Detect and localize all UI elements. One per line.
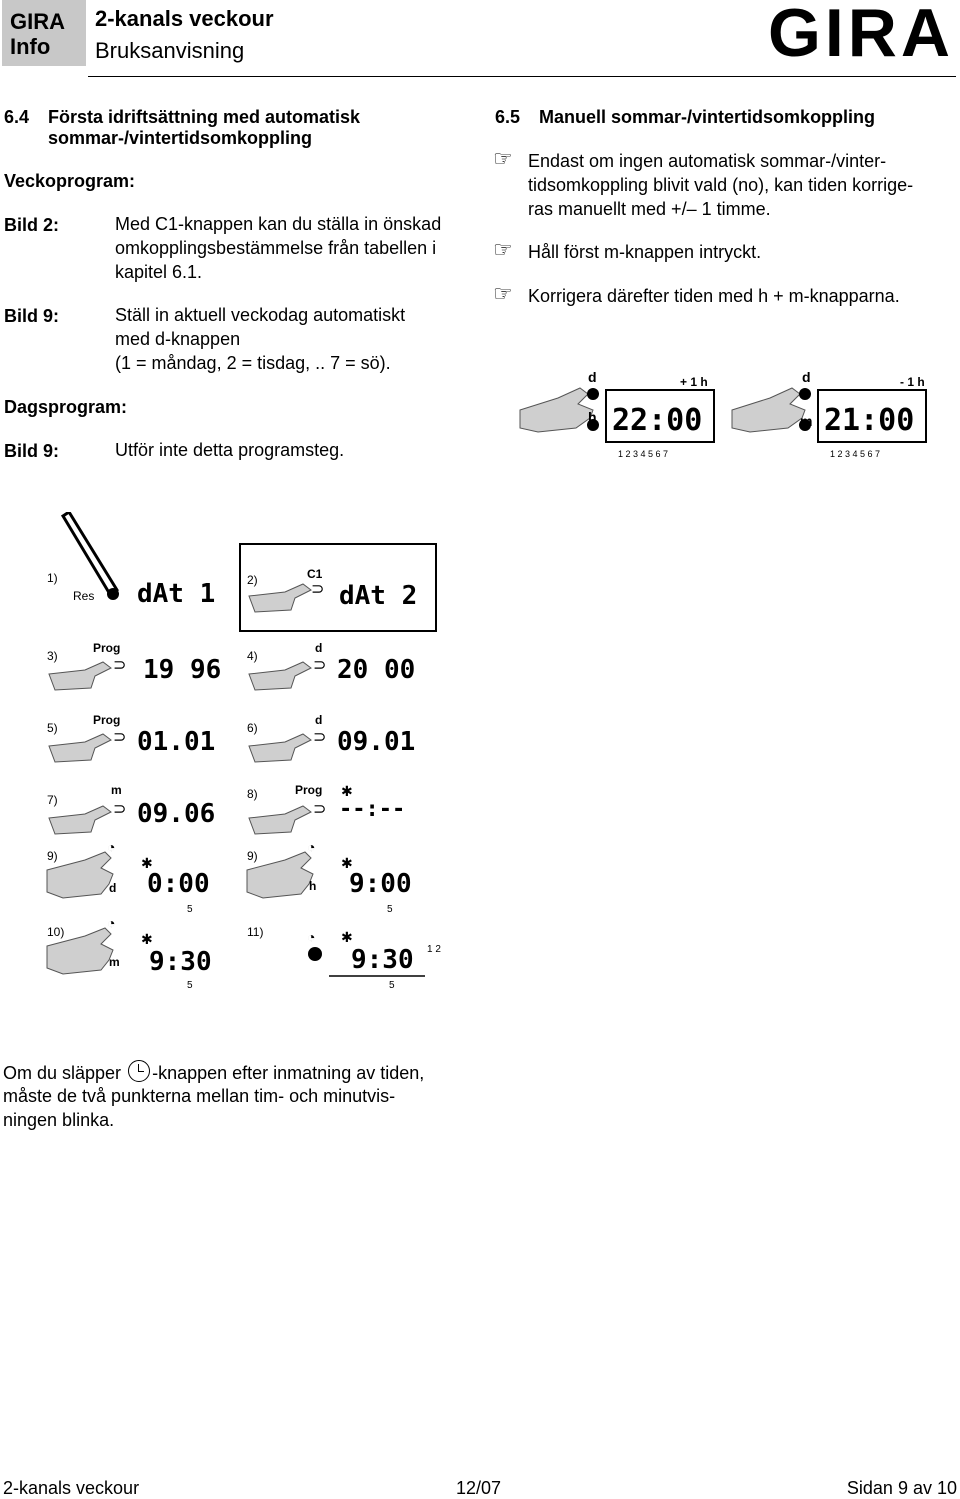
sun-icon: ✱ — [341, 783, 353, 799]
fig-b-delta: - 1 h — [900, 375, 925, 389]
step-display: 9:30 — [149, 947, 212, 977]
section-6-5-number: 6.5 — [495, 107, 521, 127]
step-key: d — [315, 713, 323, 727]
bottom-note-line1b: -knappen efter inmatning av tiden, — [152, 1063, 425, 1083]
step-number: 5) — [47, 721, 58, 735]
note3-text: Korrigera därefter tiden med h + m-knapparna. — [528, 286, 900, 306]
pointing-hand-icon: ☞ — [493, 146, 513, 171]
note1-line2: tidsomkoppling blivit vald (no), kan tiden korrige- — [528, 175, 914, 195]
bottom-note-line1a: Om du släpper — [3, 1063, 122, 1083]
brand-line2: Info — [10, 34, 51, 59]
step-key: m — [109, 955, 120, 969]
button-pressed-icon — [308, 947, 322, 961]
step-10 — [45, 912, 235, 992]
step-2 — [245, 560, 435, 630]
step-display: 09.06 — [137, 799, 216, 829]
clock-icon — [128, 1060, 150, 1082]
bild2-text-line3: kapitel 6.1. — [115, 262, 203, 282]
section-6-5-heading: Manuell sommar-/vintertidsomkoppling — [539, 107, 876, 127]
bild9-label: Bild 9: — [4, 306, 60, 326]
step-number: 1) — [47, 571, 58, 585]
footer-center: 12/07 — [456, 1478, 502, 1498]
step-1 — [45, 512, 235, 612]
step-number: 10) — [47, 925, 65, 939]
step-4 — [245, 638, 435, 708]
hand-icon — [520, 388, 593, 432]
bild2-label: Bild 2: — [4, 215, 60, 235]
d-button-icon — [799, 388, 811, 400]
note2-text: Håll först m-knappen intryckt. — [528, 242, 762, 262]
step-display: 9:00 — [349, 869, 412, 899]
step-5 — [45, 710, 235, 780]
step-display: 19 96 — [143, 655, 222, 685]
step-sub: 5 — [187, 980, 193, 991]
step-number: 3) — [47, 649, 58, 663]
step-display: dAt 1 — [137, 579, 216, 609]
step-3 — [45, 638, 235, 708]
bild9-text-line3: (1 = måndag, 2 = tisdag, .. 7 = sö). — [115, 353, 391, 373]
sun-icon: ✱ — [341, 929, 353, 945]
bild2-text-line1: Med C1-knappen kan du ställa in önskad — [115, 214, 442, 234]
step-key: d — [315, 641, 323, 655]
step-key: Prog — [93, 641, 121, 655]
fig-b-time: 21:00 — [824, 403, 915, 438]
fig-b-btn-bot: m — [800, 413, 813, 429]
step-9a — [45, 840, 235, 920]
clock-icon: ◔ — [107, 915, 116, 931]
hand-icon — [49, 662, 111, 690]
clock-icon: ◔ — [107, 840, 116, 855]
step-key: Res — [73, 589, 95, 603]
hand-icon — [249, 806, 311, 834]
button-bracket-icon: ⊃ — [113, 801, 127, 818]
sun-icon: ✱ — [341, 855, 353, 871]
reset-button-icon — [107, 588, 119, 600]
step-number: 2) — [247, 573, 258, 587]
d-button-icon — [587, 388, 599, 400]
section-6-4-heading-line1: Första idriftsättning med automatisk — [48, 107, 361, 127]
gira-logo: GIRA — [768, 0, 954, 71]
note1-line3: ras manuellt med +/– 1 timme. — [528, 199, 771, 219]
brand-line1: GIRA — [10, 9, 65, 34]
fig-b-btn-top: d — [802, 370, 811, 385]
step-display: --:-- — [339, 797, 406, 822]
button-bracket-icon: ⊃ — [313, 801, 327, 818]
button-bracket-icon: ⊃ — [113, 657, 127, 674]
bottom-note-line1 — [3, 1060, 424, 1085]
bottom-note-line2: måste de två punkterna mellan tim- och minutvis- — [3, 1086, 396, 1106]
step-key: m — [111, 783, 122, 797]
step-11 — [245, 912, 445, 992]
section-6-4-heading-line2: sommar-/vintertidsomkoppling — [48, 128, 313, 148]
step-sub: 5 — [389, 980, 395, 991]
sun-icon: ✱ — [141, 931, 153, 947]
footer-right: Sidan 9 av 10 — [846, 1478, 957, 1498]
step-key: Prog — [93, 713, 121, 727]
doc-title: 2-kanals veckour — [95, 6, 274, 31]
fig-a-delta: + 1 h — [680, 375, 708, 389]
step-sub: 5 — [387, 904, 393, 915]
fig-b-days: 1 2 3 4 5 6 7 — [830, 449, 881, 459]
hand-icon — [49, 806, 111, 834]
step-side: 1 2 — [427, 944, 441, 955]
step-number: 11) — [247, 925, 264, 939]
step-display: 01.01 — [137, 727, 216, 757]
hand-icon — [49, 734, 111, 762]
dagsprogram-heading: Dagsprogram: — [4, 397, 128, 417]
pointing-hand-icon: ☞ — [493, 237, 513, 262]
button-bracket-icon: ⊃ — [313, 657, 327, 674]
veckoprogram-heading: Veckoprogram: — [4, 171, 136, 191]
step-key: h — [309, 879, 317, 893]
bottom-note-line3: ningen blinka. — [3, 1110, 115, 1130]
note1-line1: Endast om ingen automatisk sommar-/vinter- — [528, 151, 887, 171]
clock-icon: ◔ — [307, 840, 316, 855]
clock-icon: ◔ — [307, 929, 316, 945]
pointing-hand-icon: ☞ — [493, 281, 513, 306]
step-number: 9) — [47, 849, 58, 863]
hand-icon — [249, 734, 311, 762]
bild9-text-line1: Ställ in aktuell veckodag automatiskt — [115, 305, 406, 325]
step-number: 9) — [247, 849, 258, 863]
section-6-4-number: 6.4 — [4, 107, 30, 127]
bild9-text-line2: med d-knappen — [115, 329, 241, 349]
sun-icon: ✱ — [141, 855, 153, 871]
button-bracket-icon: ⊃ — [313, 729, 327, 746]
button-bracket-icon: ⊃ — [113, 729, 127, 746]
step-sub: 5 — [187, 904, 193, 915]
step-display: 9:30 — [351, 945, 414, 975]
fig-a-btn-top: d — [588, 370, 597, 385]
figure-minus-one-hour — [730, 370, 930, 462]
bild2-text-line2: omkopplingsbestämmelse från tabellen i — [115, 238, 437, 258]
step-display: 09.01 — [337, 727, 416, 757]
step-number: 6) — [247, 721, 258, 735]
header-brand-box — [2, 0, 86, 66]
step-display: dAt 2 — [339, 581, 418, 611]
header-rule — [88, 76, 956, 77]
step-9b — [245, 840, 435, 920]
hand-icon — [732, 388, 805, 432]
fig-a-time: 22:00 — [612, 403, 703, 438]
pencil-icon — [63, 512, 117, 596]
fig-a-btn-bot: h — [588, 409, 597, 425]
doc-subtitle: Bruksanvisning — [95, 38, 245, 63]
step-key: d — [109, 881, 117, 895]
step-number: 8) — [247, 787, 258, 801]
bild9b-text: Utför inte detta programsteg. — [115, 440, 345, 460]
step-number: 4) — [247, 649, 258, 663]
step-number: 7) — [47, 793, 58, 807]
step-display: 20 00 — [337, 655, 416, 685]
step-display: 0:00 — [147, 869, 210, 899]
step-key: C1 — [307, 567, 323, 581]
bild9b-label: Bild 9: — [4, 441, 60, 461]
step-6 — [245, 710, 435, 780]
footer-left: 2-kanals veckour — [3, 1478, 140, 1498]
hand-icon — [249, 584, 311, 612]
button-bracket-icon: ⊃ — [311, 581, 325, 598]
fig-a-days: 1 2 3 4 5 6 7 — [618, 449, 669, 459]
step-key: Prog — [295, 783, 323, 797]
figure-plus-one-hour — [518, 370, 718, 462]
hand-icon — [249, 662, 311, 690]
